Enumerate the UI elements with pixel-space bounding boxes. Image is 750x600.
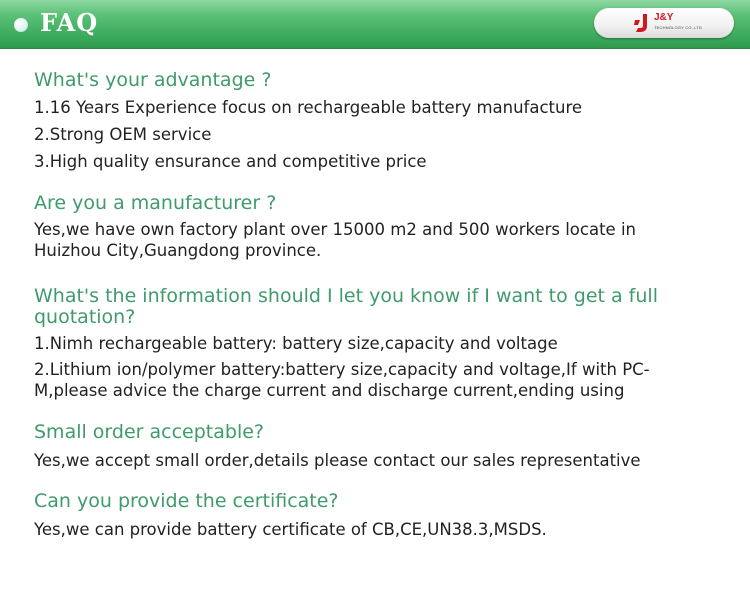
bullet-dot-icon xyxy=(14,18,28,32)
faq-item xyxy=(34,70,734,172)
faq-answer-line: Yes,we can provide battery certificate of CB,CE,UN38.3,MSDS. xyxy=(34,520,547,539)
faq-question: Are you a manufacturer ? xyxy=(34,192,277,214)
faq-question: What's the information should I let you know if I want to get a full quotation? xyxy=(34,285,658,328)
faq-item xyxy=(34,491,734,540)
faq-answer-line: 3.High quality ensurance and competitive price xyxy=(34,152,427,171)
faq-answer-line: 1.Nimh rechargeable battery: battery size,capacity and voltage xyxy=(34,334,558,353)
faq-answer-line: 2.Lithium ion/polymer battery:battery size,capacity and voltage,If with PC-M,please advice the charge current and discharge current,ending using xyxy=(34,360,650,400)
logo-brand-text: J&Y xyxy=(654,12,674,23)
faq-answer-line: Yes,we accept small order,details please contact our sales representative xyxy=(34,451,641,470)
faq-question: What's your advantage ? xyxy=(34,69,272,91)
faq-question: Can you provide the certificate? xyxy=(34,490,339,512)
faq-content xyxy=(34,70,734,540)
faq-question: Small order acceptable? xyxy=(34,421,265,443)
faq-item xyxy=(34,422,734,471)
logo-subtitle-text: TECHNOLOGY CO.,LTD xyxy=(654,25,703,30)
logo-mark-icon xyxy=(634,13,648,33)
faq-item xyxy=(34,193,734,261)
faq-answer-line: 1.16 Years Experience focus on rechargeable battery manufacture xyxy=(34,98,583,117)
faq-header-bar xyxy=(0,0,750,49)
faq-answer-line: Yes,we have own factory plant over 15000 m2 and 500 workers locate in Huizhou City,Guangdong province. xyxy=(34,220,636,260)
company-logo xyxy=(594,8,734,38)
faq-item xyxy=(34,286,734,401)
faq-answer-line: 2.Strong OEM service xyxy=(34,125,212,144)
page-title: FAQ xyxy=(40,8,99,37)
